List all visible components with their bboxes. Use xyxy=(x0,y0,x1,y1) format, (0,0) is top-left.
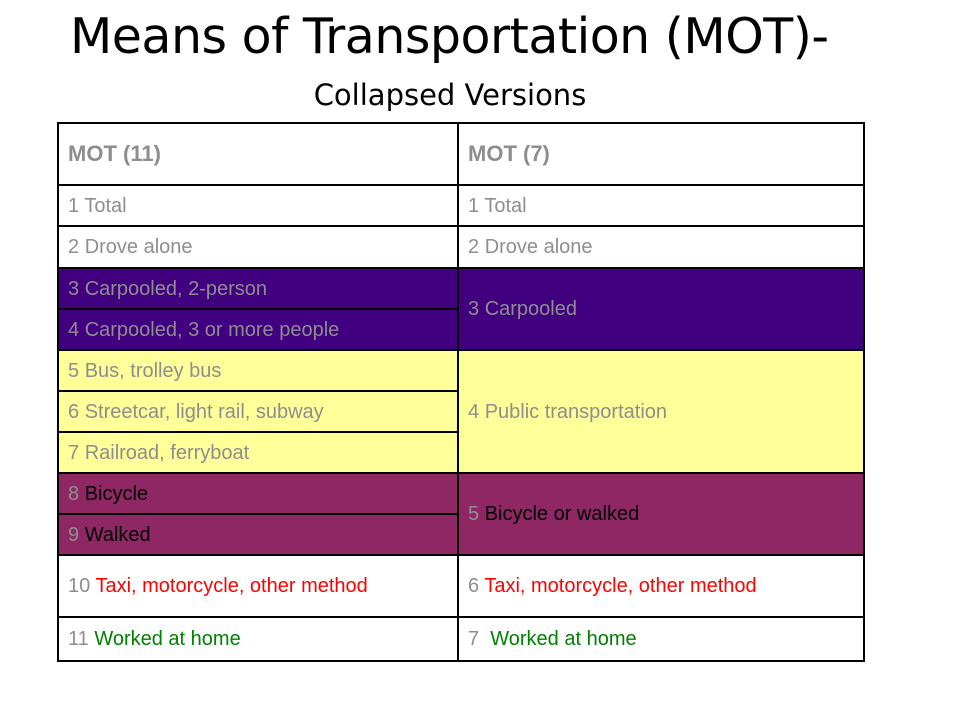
table-row xyxy=(58,617,864,661)
mot11-num: 4 xyxy=(68,318,80,341)
mot11-cell-bicycle xyxy=(58,473,458,514)
table-row xyxy=(58,473,864,514)
mot7-label: Public transportation xyxy=(484,400,668,423)
mot11-num: 10 xyxy=(68,575,91,597)
mot7-cell-drove-alone xyxy=(458,226,864,268)
mot11-label: Worked at home xyxy=(94,628,241,650)
mot7-num: 6 xyxy=(468,575,480,597)
mot11-label: Drove alone xyxy=(84,236,193,258)
mot11-cell-walked xyxy=(58,514,458,555)
mot11-num: 1 xyxy=(68,194,80,217)
mot11-num: 5 xyxy=(68,359,80,382)
mot11-num: 3 xyxy=(68,277,80,300)
mot11-cell-taxi xyxy=(58,555,458,617)
table-row xyxy=(58,350,864,391)
mot-table xyxy=(57,122,865,662)
mot7-num: 5 xyxy=(468,503,480,525)
table-row xyxy=(58,185,864,226)
mot7-cell-home xyxy=(458,617,864,661)
mot11-cell-railroad xyxy=(58,432,458,473)
mot11-label: Walked xyxy=(84,523,151,546)
mot7-label: Drove alone xyxy=(484,236,593,258)
table-row xyxy=(58,268,864,309)
mot11-num: 7 xyxy=(68,441,80,464)
mot7-num: 1 xyxy=(468,194,480,217)
mot11-cell-drove-alone xyxy=(58,226,458,268)
table-row xyxy=(58,555,864,617)
mot11-label: Bicycle xyxy=(84,482,149,505)
page-title: Means of Transportation (MOT)- xyxy=(70,8,829,65)
mot11-cell-streetcar xyxy=(58,391,458,432)
column-header-mot7: MOT (7) xyxy=(458,123,864,185)
mot11-cell-home xyxy=(58,617,458,661)
page-subtitle: Collapsed Versions xyxy=(313,78,587,112)
mot7-label: Worked at home xyxy=(490,628,637,650)
mot11-label: Bus, trolley bus xyxy=(84,359,222,382)
mot11-label: Taxi, motorcycle, other method xyxy=(95,575,368,597)
mot11-num: 8 xyxy=(68,482,80,505)
mot7-label: Taxi, motorcycle, other method xyxy=(484,575,757,597)
mot11-num: 6 xyxy=(68,400,80,423)
mot11-num: 2 xyxy=(68,236,80,258)
mot11-cell-bus xyxy=(58,350,458,391)
mot7-label: Bicycle or walked xyxy=(484,503,640,525)
mot11-cell-carpool-2 xyxy=(58,268,458,309)
mot11-cell-carpool-3plus xyxy=(58,309,458,350)
mot11-num: 11 xyxy=(68,628,89,650)
mot11-num: 9 xyxy=(68,523,80,546)
mot11-label: Streetcar, light rail, subway xyxy=(84,400,324,423)
mot7-cell-carpooled xyxy=(458,268,864,350)
mot7-cell-public-transport xyxy=(458,350,864,473)
mot7-cell-taxi xyxy=(458,555,864,617)
table-row xyxy=(58,226,864,268)
mot7-label: Carpooled xyxy=(484,298,577,320)
mot11-cell-total xyxy=(58,185,458,226)
mot7-num: 4 xyxy=(468,400,480,423)
mot7-num: 2 xyxy=(468,236,480,258)
mot7-cell-bike-walk xyxy=(458,473,864,555)
table-header-row xyxy=(58,123,864,185)
mot11-label: Railroad, ferryboat xyxy=(84,441,250,464)
mot7-label: Total xyxy=(484,194,527,217)
mot11-label: Carpooled, 2-person xyxy=(84,277,268,300)
mot11-label: Total xyxy=(84,194,127,217)
mot7-num: 7 xyxy=(468,628,480,650)
mot7-num: 3 xyxy=(468,298,480,320)
column-header-mot11: MOT (11) xyxy=(58,123,458,185)
mot11-label: Carpooled, 3 or more people xyxy=(84,318,340,341)
mot7-cell-total xyxy=(458,185,864,226)
